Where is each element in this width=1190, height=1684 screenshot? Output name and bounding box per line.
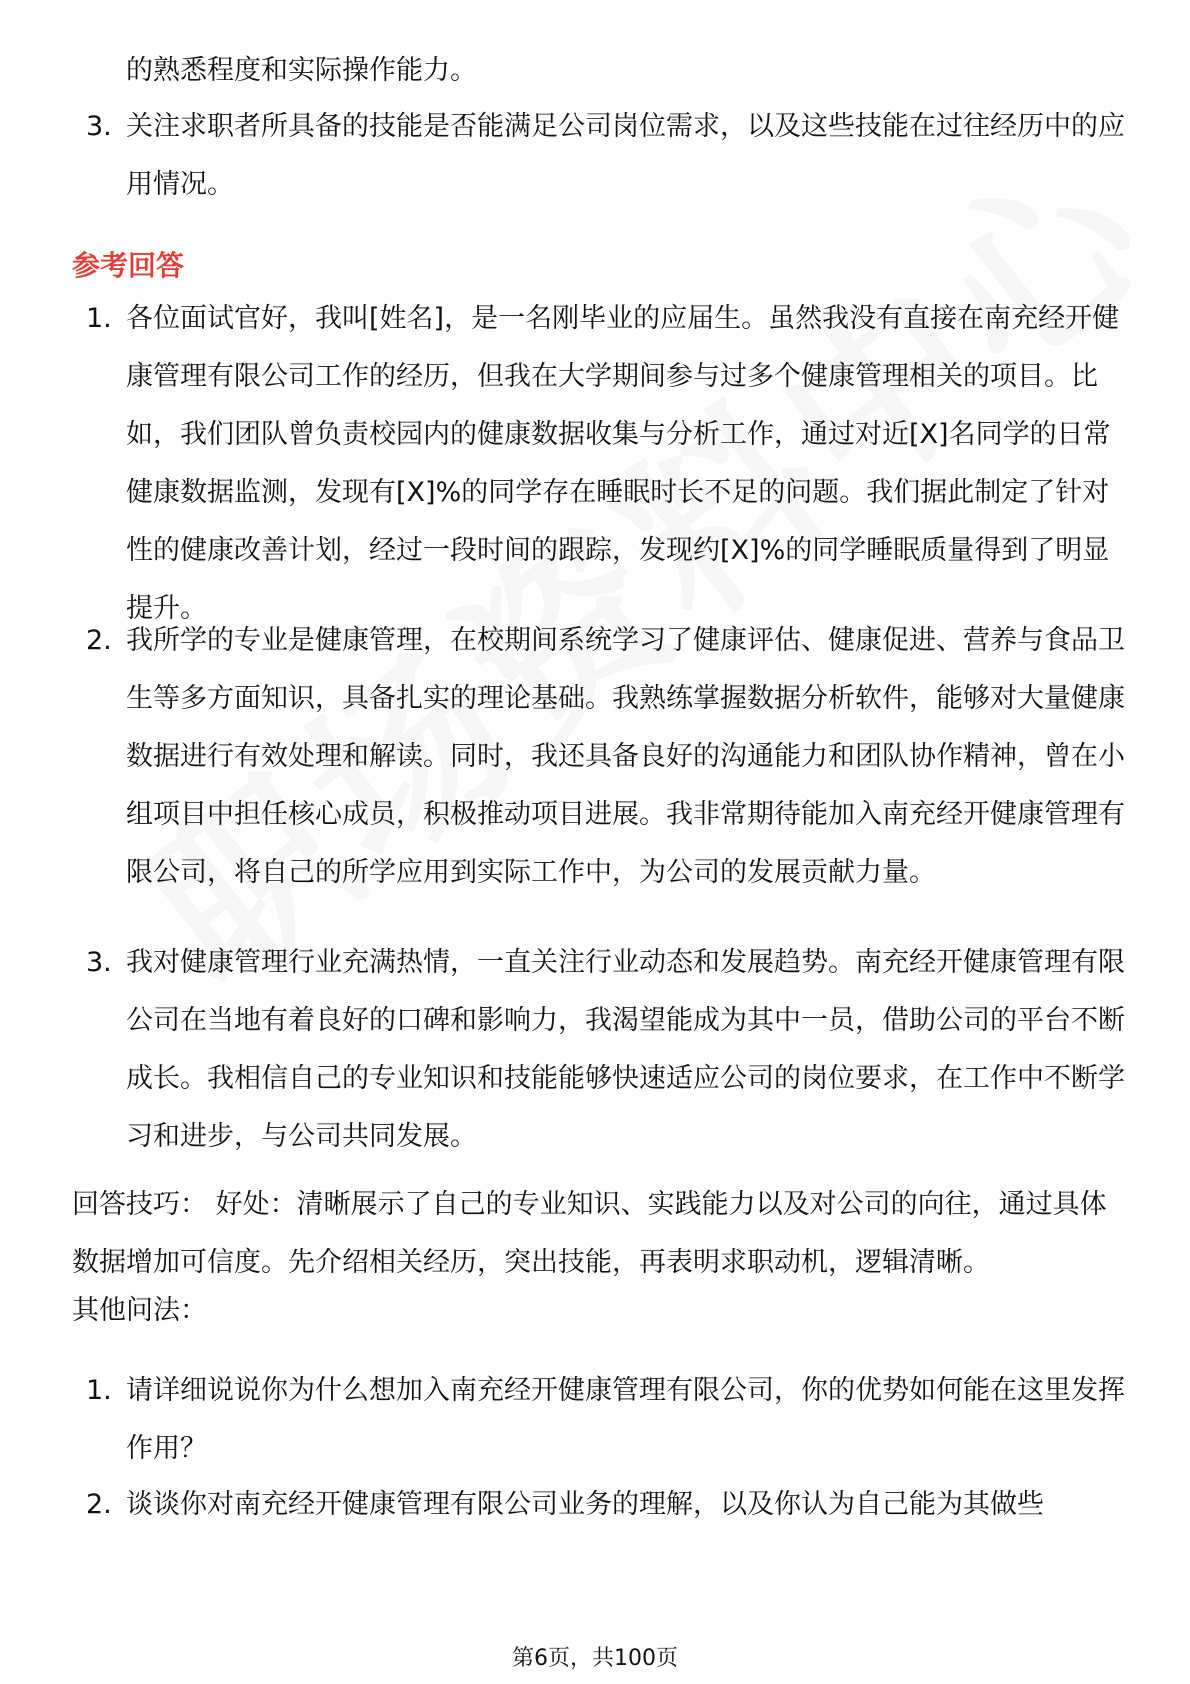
other-question-2	[86, 1476, 1132, 1534]
other-questions-label: 其他问法：	[72, 1295, 207, 1326]
answer-tips: 回答技巧： 好处：清晰展示了自己的专业知识、实践能力以及对公司的向往，通过具体数据增加可信度。先介绍相关经历，突出技能，再表明求职动机，逻辑清晰。	[72, 1189, 1107, 1278]
list-item	[86, 98, 1132, 214]
page-footer: 第6页，共100页	[512, 1646, 678, 1671]
continuation-text: 的熟悉程度和实际操作能力。	[126, 55, 477, 86]
answer-item-2	[86, 612, 1132, 902]
answer-item-1	[86, 290, 1132, 638]
list-number: 2.	[86, 1489, 112, 1520]
list-text: 关注求职者所具备的技能是否能满足公司岗位需求，以及这些技能在过往经历中的应用情况。	[126, 111, 1125, 200]
list-text: 我对健康管理行业充满热情，一直关注行业动态和发展趋势。南充经开健康管理有限公司在当地有着良好的口碑和影响力，我渴望能成为其中一员，借助公司的平台不断成长。我相信自己的专业知识和技能能够快速适应公司的岗位要求，在工作中不断学习和进步，与公司共同发展。	[126, 947, 1125, 1152]
list-text: 请详细说说你为什么想加入南充经开健康管理有限公司，你的优势如何能在这里发挥作用？	[126, 1375, 1125, 1464]
other-question-1	[86, 1362, 1132, 1478]
section-heading: 参考回答	[72, 249, 185, 282]
answer-item-3	[86, 934, 1132, 1166]
list-text: 我所学的专业是健康管理，在校期间系统学习了健康评估、健康促进、营养与食品卫生等多方面知识，具备扎实的理论基础。我熟练掌握数据分析软件，能够对大量健康数据进行有效处理和解读。同时，我还具备良好的沟通能力和团队协作精神，曾在小组项目中担任核心成员，积极推动项目进展。我非常期待能加入南充经开健康管理有限公司，将自己的所学应用到实际工作中，为公司的发展贡献力量。	[126, 625, 1125, 888]
list-number: 2.	[86, 625, 112, 656]
list-number: 1.	[86, 303, 112, 334]
list-number: 3.	[86, 111, 112, 142]
list-text: 谈谈你对南充经开健康管理有限公司业务的理解，以及你认为自己能为其做些	[126, 1489, 1044, 1520]
list-number: 3.	[86, 947, 112, 978]
list-text: 各位面试官好，我叫[姓名]，是一名刚毕业的应届生。虽然我没有直接在南充经开健康管理有限公司工作的经历，但我在大学期间参与过多个健康管理相关的项目。比如，我们团队曾负责校园内的健康数据收集与分析工作，通过对近[X]名同学的日常健康数据监测，发现有[X]%的同学存在睡眠时长不足的问题。我们据此制定了针对性的健康改善计划，经过一段时间的跟踪，发现约[X]%的同学睡眠质量得到了明显提升。	[126, 303, 1120, 624]
list-number: 1.	[86, 1375, 112, 1406]
